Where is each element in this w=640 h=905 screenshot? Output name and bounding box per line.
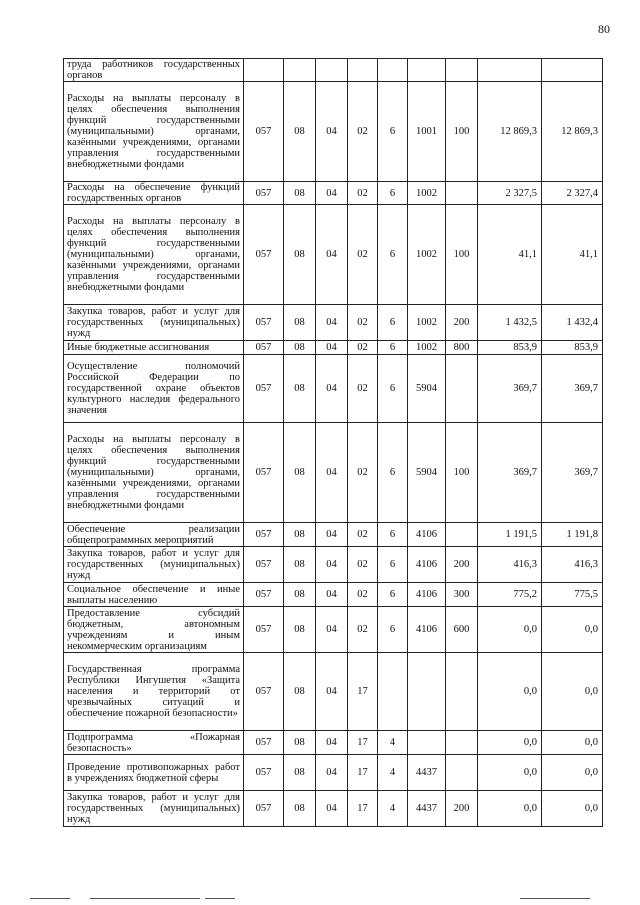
code-subprogram: 6 — [378, 523, 408, 547]
amount-executed: 0,0 — [542, 653, 603, 731]
code-expense-type — [446, 523, 478, 547]
code-subsection: 04 — [316, 653, 348, 731]
amount-planned: 1 191,5 — [478, 523, 542, 547]
code-subsection: 04 — [316, 423, 348, 523]
code-subsection: 04 — [316, 82, 348, 182]
code-subprogram: 4 — [378, 731, 408, 755]
code-subsection: 04 — [316, 607, 348, 653]
code-gp: 057 — [244, 523, 284, 547]
code-direction: 4437 — [408, 755, 446, 791]
code-gp: 057 — [244, 82, 284, 182]
code-expense-type: 200 — [446, 791, 478, 827]
code-gp: 057 — [244, 791, 284, 827]
amount-executed: 853,9 — [542, 341, 603, 355]
amount-planned: 2 327,5 — [478, 182, 542, 205]
amount-planned: 416,3 — [478, 547, 542, 583]
code-gp: 057 — [244, 583, 284, 607]
code-subsection — [316, 59, 348, 82]
code-section: 08 — [284, 731, 316, 755]
code-gp: 057 — [244, 205, 284, 305]
code-direction: 1002 — [408, 182, 446, 205]
code-program: 02 — [348, 182, 378, 205]
code-subsection: 04 — [316, 791, 348, 827]
amount-planned: 12 869,3 — [478, 82, 542, 182]
amount-planned: 369,7 — [478, 423, 542, 523]
amount-executed: 416,3 — [542, 547, 603, 583]
code-program: 02 — [348, 547, 378, 583]
code-direction: 4106 — [408, 583, 446, 607]
code-program: 02 — [348, 82, 378, 182]
code-direction — [408, 59, 446, 82]
code-direction: 1001 — [408, 82, 446, 182]
code-gp: 057 — [244, 355, 284, 423]
code-section: 08 — [284, 305, 316, 341]
code-section: 08 — [284, 791, 316, 827]
code-program: 02 — [348, 607, 378, 653]
amount-executed: 12 869,3 — [542, 82, 603, 182]
code-expense-type: 200 — [446, 547, 478, 583]
code-subprogram: 6 — [378, 547, 408, 583]
table-row — [64, 341, 603, 355]
code-expense-type: 800 — [446, 341, 478, 355]
code-section: 08 — [284, 755, 316, 791]
code-section: 08 — [284, 523, 316, 547]
row-name: Расходы на выплаты персоналу в целях обеспечения выполнения функций государственными (муниципальными) органами, казёнными учреждениями, органами управления государственными внебюджетными фондами — [64, 423, 244, 523]
table-row — [64, 731, 603, 755]
code-subprogram: 4 — [378, 755, 408, 791]
code-direction: 1002 — [408, 205, 446, 305]
row-name: Осуществление полномочий Российской Федерации по государственной охране объектов культурного наследия федерального значения — [64, 355, 244, 423]
code-direction — [408, 731, 446, 755]
code-expense-type — [446, 731, 478, 755]
code-gp — [244, 59, 284, 82]
code-section: 08 — [284, 583, 316, 607]
table-row — [64, 791, 603, 827]
code-subprogram: 6 — [378, 82, 408, 182]
code-direction: 5904 — [408, 355, 446, 423]
code-program: 17 — [348, 791, 378, 827]
code-direction: 1002 — [408, 341, 446, 355]
code-expense-type: 200 — [446, 305, 478, 341]
code-gp: 057 — [244, 653, 284, 731]
amount-planned: 0,0 — [478, 791, 542, 827]
code-subsection: 04 — [316, 355, 348, 423]
code-direction: 4106 — [408, 523, 446, 547]
row-name: Государственная программа Республики Ингушетия «Защита населения и территорий от чрезвычайных ситуаций и обеспечение пожарной безопасности» — [64, 653, 244, 731]
code-expense-type: 100 — [446, 423, 478, 523]
code-section: 08 — [284, 205, 316, 305]
code-program: 17 — [348, 731, 378, 755]
code-gp: 057 — [244, 547, 284, 583]
row-name: Иные бюджетные ассигнования — [64, 341, 244, 355]
code-expense-type — [446, 755, 478, 791]
code-program: 02 — [348, 583, 378, 607]
code-section: 08 — [284, 607, 316, 653]
amount-planned: 853,9 — [478, 341, 542, 355]
code-section: 08 — [284, 423, 316, 523]
row-name: Закупка товаров, работ и услуг для государственных (муниципальных) нужд — [64, 791, 244, 827]
code-subsection: 04 — [316, 182, 348, 205]
code-subsection: 04 — [316, 583, 348, 607]
table-row — [64, 583, 603, 607]
code-direction: 5904 — [408, 423, 446, 523]
code-program: 02 — [348, 423, 378, 523]
code-section — [284, 59, 316, 82]
amount-executed: 775,5 — [542, 583, 603, 607]
code-subprogram: 6 — [378, 583, 408, 607]
code-program — [348, 59, 378, 82]
amount-planned: 1 432,5 — [478, 305, 542, 341]
code-subprogram: 6 — [378, 182, 408, 205]
code-subprogram — [378, 653, 408, 731]
amount-planned: 0,0 — [478, 755, 542, 791]
code-subsection: 04 — [316, 755, 348, 791]
amount-executed: 0,0 — [542, 731, 603, 755]
code-program: 02 — [348, 305, 378, 341]
page-number: 80 — [598, 22, 610, 36]
amount-executed: 41,1 — [542, 205, 603, 305]
table-row — [64, 523, 603, 547]
table-row — [64, 205, 603, 305]
amount-executed: 369,7 — [542, 423, 603, 523]
amount-planned: 0,0 — [478, 607, 542, 653]
code-subprogram — [378, 59, 408, 82]
code-subsection: 04 — [316, 305, 348, 341]
row-name: Социальное обеспечение и иные выплаты населению — [64, 583, 244, 607]
code-gp: 057 — [244, 182, 284, 205]
code-section: 08 — [284, 341, 316, 355]
code-program: 02 — [348, 523, 378, 547]
row-name: Подпрограмма «Пожарная безопасность» — [64, 731, 244, 755]
code-gp: 057 — [244, 731, 284, 755]
code-expense-type: 600 — [446, 607, 478, 653]
amount-executed: 0,0 — [542, 607, 603, 653]
code-gp: 057 — [244, 305, 284, 341]
table-row — [64, 653, 603, 731]
code-section: 08 — [284, 355, 316, 423]
code-program: 17 — [348, 653, 378, 731]
amount-executed: 0,0 — [542, 755, 603, 791]
code-direction: 1002 — [408, 305, 446, 341]
row-name: Расходы на выплаты персоналу в целях обеспечения выполнения функций государственными (муниципальными) органами, казёнными учреждениями, органами управления государственными внебюджетными фондами — [64, 82, 244, 182]
table-row — [64, 423, 603, 523]
code-expense-type — [446, 653, 478, 731]
row-name: Предоставление субсидий бюджетным, автономным учреждениям и иным некоммерческим организациям — [64, 607, 244, 653]
row-name: Закупка товаров, работ и услуг для государственных (муниципальных) нужд — [64, 547, 244, 583]
code-program: 02 — [348, 341, 378, 355]
code-direction: 4106 — [408, 547, 446, 583]
code-expense-type — [446, 182, 478, 205]
table-row — [64, 305, 603, 341]
code-section: 08 — [284, 547, 316, 583]
amount-executed: 2 327,4 — [542, 182, 603, 205]
table-row — [64, 355, 603, 423]
amount-executed — [542, 59, 603, 82]
code-subsection: 04 — [316, 341, 348, 355]
code-subprogram: 6 — [378, 423, 408, 523]
code-section: 08 — [284, 653, 316, 731]
code-subprogram: 4 — [378, 791, 408, 827]
table-row — [64, 607, 603, 653]
code-subprogram: 6 — [378, 355, 408, 423]
code-subsection: 04 — [316, 547, 348, 583]
code-expense-type: 100 — [446, 205, 478, 305]
code-program: 02 — [348, 355, 378, 423]
footer-line — [0, 898, 640, 899]
amount-executed: 1 191,8 — [542, 523, 603, 547]
table-row — [64, 755, 603, 791]
code-subsection: 04 — [316, 523, 348, 547]
code-gp: 057 — [244, 341, 284, 355]
amount-planned: 369,7 — [478, 355, 542, 423]
code-expense-type: 300 — [446, 583, 478, 607]
code-gp: 057 — [244, 607, 284, 653]
code-expense-type — [446, 355, 478, 423]
amount-planned: 41,1 — [478, 205, 542, 305]
code-subsection: 04 — [316, 731, 348, 755]
code-expense-type — [446, 59, 478, 82]
row-name: Закупка товаров, работ и услуг для государственных (муниципальных) нужд — [64, 305, 244, 341]
table-row — [64, 82, 603, 182]
code-program: 17 — [348, 755, 378, 791]
code-subprogram: 6 — [378, 205, 408, 305]
amount-planned — [478, 59, 542, 82]
amount-executed: 369,7 — [542, 355, 603, 423]
table-row — [64, 182, 603, 205]
code-direction: 4106 — [408, 607, 446, 653]
code-expense-type: 100 — [446, 82, 478, 182]
code-subprogram: 6 — [378, 607, 408, 653]
row-name: Проведение противопожарных работ в учреждениях бюджетной сферы — [64, 755, 244, 791]
amount-planned: 0,0 — [478, 731, 542, 755]
code-subsection: 04 — [316, 205, 348, 305]
row-name: труда работников государственных органов — [64, 59, 244, 82]
row-name: Расходы на выплаты персоналу в целях обеспечения выполнения функций государственными (муниципальными) органами, казёнными учреждениями, органами управления государственными внебюджетными фондами — [64, 205, 244, 305]
code-section: 08 — [284, 182, 316, 205]
amount-planned: 0,0 — [478, 653, 542, 731]
row-name: Расходы на обеспечение функций государственных органов — [64, 182, 244, 205]
code-direction — [408, 653, 446, 731]
code-program: 02 — [348, 205, 378, 305]
amount-executed: 0,0 — [542, 791, 603, 827]
amount-planned: 775,2 — [478, 583, 542, 607]
amount-executed: 1 432,4 — [542, 305, 603, 341]
code-direction: 4437 — [408, 791, 446, 827]
table-row — [64, 547, 603, 583]
table-row — [64, 59, 603, 82]
code-subprogram: 6 — [378, 305, 408, 341]
code-subprogram: 6 — [378, 341, 408, 355]
code-gp: 057 — [244, 755, 284, 791]
row-name: Обеспечение реализации общепрограммных мероприятий — [64, 523, 244, 547]
code-gp: 057 — [244, 423, 284, 523]
code-section: 08 — [284, 82, 316, 182]
budget-table — [63, 58, 603, 827]
